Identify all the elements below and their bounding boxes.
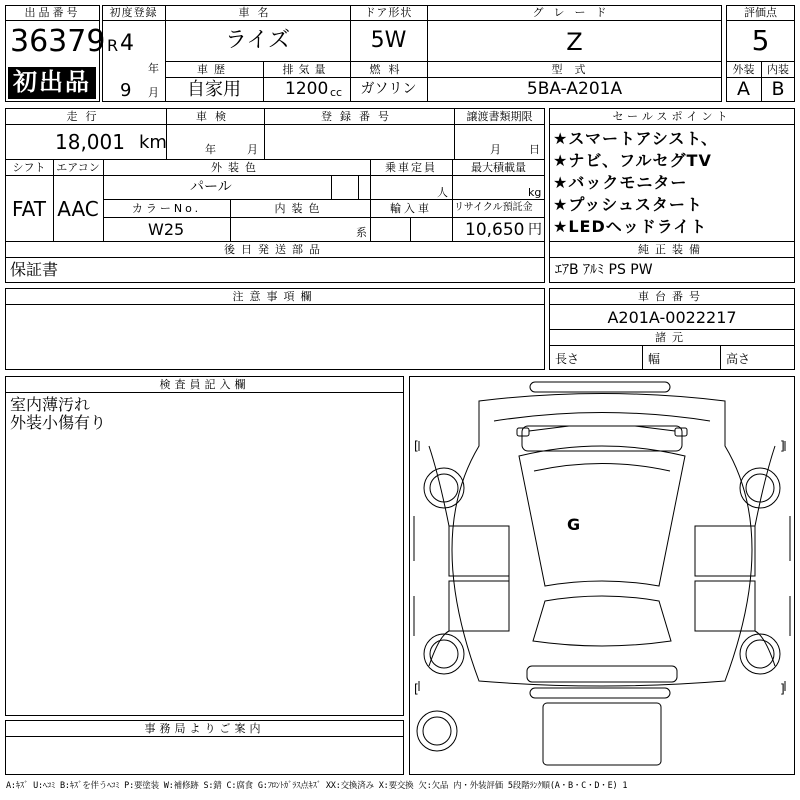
equipment-label: 純正装備 bbox=[638, 243, 706, 256]
lot-number: 36379 bbox=[10, 24, 106, 59]
capacity-unit: 人 bbox=[437, 186, 448, 199]
first-listing-label: 初出品 bbox=[13, 68, 91, 96]
trunk bbox=[527, 666, 677, 682]
hood bbox=[522, 426, 682, 451]
int-color-unit: 系 bbox=[356, 226, 367, 239]
sales-point: ★プッシュスタート bbox=[553, 195, 703, 214]
exterior-label: 外装 bbox=[732, 63, 755, 76]
ac-label: エアコン bbox=[56, 161, 100, 174]
month-unit: 月 bbox=[148, 86, 159, 99]
reg-number-label: 登録番号 bbox=[321, 110, 397, 123]
exterior-grade: A bbox=[737, 78, 750, 100]
inspector-label: 検査員記入欄 bbox=[159, 378, 250, 391]
era: R bbox=[107, 36, 119, 55]
chassis-number: A201A-0022217 bbox=[607, 308, 737, 327]
max-load-unit: kg bbox=[528, 186, 542, 199]
shift: FAT bbox=[11, 197, 46, 221]
color-no: W25 bbox=[148, 220, 185, 239]
int-color-label: 内装色 bbox=[274, 202, 326, 215]
glass-damage-marker: G bbox=[567, 515, 581, 534]
bracket-bl: [ bbox=[414, 682, 419, 696]
name-label: 車名 bbox=[238, 6, 277, 19]
ext-color-label: 外装色 bbox=[211, 161, 262, 174]
ext-color: パール bbox=[190, 179, 232, 195]
right-front-door bbox=[695, 526, 755, 576]
inspection-label: 車検 bbox=[196, 110, 234, 123]
fuel: ガソリン bbox=[360, 81, 417, 97]
remark-line: 外装小傷有り bbox=[10, 413, 107, 432]
score: 5 bbox=[751, 24, 770, 57]
door-type: 5W bbox=[370, 28, 407, 53]
recycle-unit: 円 bbox=[528, 222, 542, 238]
office-label: 事務局よりご案内 bbox=[144, 722, 265, 735]
lot-label: 出品番号 bbox=[24, 6, 81, 19]
capacity-label: 乗車定員 bbox=[385, 161, 437, 174]
inspector-remarks bbox=[10, 396, 106, 432]
sales-points-list bbox=[553, 128, 718, 238]
grade-label: グレード bbox=[532, 6, 617, 19]
car-name: ライズ bbox=[224, 28, 291, 53]
roof bbox=[519, 446, 685, 586]
bracket-tl: [ bbox=[414, 439, 419, 453]
score-label: 評価点 bbox=[744, 6, 777, 19]
transfer-label: 譲渡書類期限 bbox=[466, 110, 533, 123]
import-label: 輸入車 bbox=[390, 202, 432, 215]
interior-grade: B bbox=[771, 78, 785, 100]
legend: A:ｷｽﾞ U:ﾍｺﾐ B:ｷｽﾞを伴うﾍｺﾐ P:要塗装 W:補修跡 S:錆 C:腐食 G:ﾌﾛﾝﾄｶﾞﾗｽ点ｷｽﾞ XX:交換済み X:要交換 欠:欠品 内・外装評価 5段階ﾗﾝｸ順(A・B・C・D・E) 1 bbox=[6, 781, 628, 791]
max-load-label: 最大積載量 bbox=[471, 161, 526, 174]
bracket-tr: ] bbox=[780, 439, 785, 453]
history: 自家用 bbox=[187, 79, 241, 100]
year-unit: 年 bbox=[148, 62, 159, 75]
ac: AAC bbox=[57, 197, 99, 221]
front-bumper bbox=[530, 382, 670, 392]
displacement-unit: cc bbox=[330, 86, 343, 99]
fuel-label: 燃料 bbox=[369, 63, 408, 76]
door-label: ドア形状 bbox=[364, 6, 413, 19]
reg-year: 4 bbox=[120, 31, 134, 56]
shift-label: シフト bbox=[12, 161, 46, 174]
notes-label: 注意事項欄 bbox=[232, 290, 318, 303]
left-front-door bbox=[449, 526, 509, 576]
mileage-unit: km bbox=[139, 132, 167, 153]
reg-month: 9 bbox=[120, 80, 132, 101]
history-label: 車歴 bbox=[197, 63, 231, 76]
displacement-label: 排気量 bbox=[282, 63, 331, 76]
rear-bumper bbox=[530, 688, 670, 698]
specs-label: 諸元 bbox=[655, 331, 689, 344]
rear-window bbox=[533, 596, 671, 646]
displacement: 1200 bbox=[285, 79, 329, 99]
sales-points-label: セールスポイント bbox=[612, 110, 732, 123]
height-label: 高さ bbox=[726, 352, 751, 366]
model-code: 5BA-A201A bbox=[526, 79, 623, 99]
remark-line: 室内薄汚れ bbox=[10, 395, 91, 414]
mileage-label: 走行 bbox=[66, 110, 105, 123]
model-label: 型式 bbox=[551, 63, 598, 76]
bracket-br: ] bbox=[780, 682, 785, 696]
length-label: 長さ bbox=[555, 352, 580, 366]
interior-label: 内装 bbox=[767, 63, 789, 76]
sales-point: ★スマートアシスト、 bbox=[553, 129, 718, 148]
grade: Z bbox=[566, 28, 583, 56]
sales-point: ★バックモニター bbox=[553, 173, 688, 192]
equipment: ｴｱB ｱﾙﾐ PS PW bbox=[555, 262, 653, 278]
inspection-year-unit: 年 bbox=[205, 143, 216, 156]
width-label: 幅 bbox=[648, 352, 661, 366]
later-parts: 保証書 bbox=[10, 260, 59, 279]
recycle-label: リサイクル預託金 bbox=[454, 202, 533, 213]
sales-point: ★LEDヘッドライト bbox=[553, 217, 708, 236]
chassis-label: 車台番号 bbox=[638, 290, 706, 303]
color-no-label: カラーNo. bbox=[131, 202, 202, 215]
transfer-day-unit: 日 bbox=[529, 143, 540, 156]
body-outline bbox=[452, 394, 752, 687]
mileage: 18,001 bbox=[55, 130, 125, 154]
first-reg-label: 初度登録 bbox=[109, 6, 158, 19]
inspection-month-unit: 月 bbox=[247, 143, 258, 156]
transfer-month-unit: 月 bbox=[490, 143, 501, 156]
sales-point: ★ナビ、フルセグTV bbox=[553, 151, 712, 170]
recycle-fee: 10,650 bbox=[465, 220, 525, 240]
car-diagram bbox=[409, 376, 795, 775]
later-parts-label: 後日発送部品 bbox=[224, 243, 326, 256]
